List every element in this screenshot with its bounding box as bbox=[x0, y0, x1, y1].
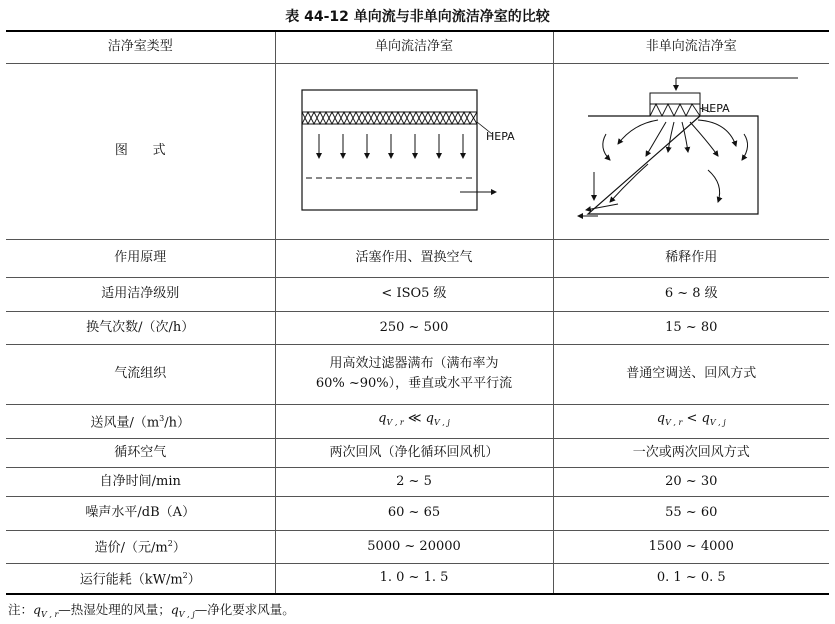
non-unidirectional-value: 0. 1 ~ 0. 5 bbox=[553, 563, 829, 594]
table-row bbox=[6, 467, 829, 496]
unidirectional-value: 1. 0 ~ 1. 5 bbox=[275, 563, 553, 594]
row-label: 自净时间/min bbox=[6, 467, 275, 496]
non-unidirectional-value: 15 ~ 80 bbox=[553, 311, 829, 344]
table-row bbox=[6, 530, 829, 563]
table-row bbox=[6, 344, 829, 404]
table-row bbox=[6, 277, 829, 311]
row-label: 造价/（元$/m^2$） bbox=[6, 530, 275, 563]
unidirectional-value-line: 60% ~90%），垂直或水平平行流 bbox=[315, 376, 513, 391]
row-label: 循环空气 bbox=[6, 438, 275, 467]
unidirectional-diagram-cell bbox=[275, 63, 553, 239]
header-row bbox=[6, 31, 829, 63]
diagram-label: 图 式 bbox=[6, 63, 275, 239]
table-row bbox=[6, 438, 829, 467]
comparison-table bbox=[6, 30, 829, 595]
table-title: 表 44-12 单向流与非单向流洁净室的比较 bbox=[285, 9, 550, 25]
non-unidirectional-value: 稀释作用 bbox=[553, 239, 829, 277]
unidirectional-value: $q_{V , r}$ ≪ $q_{V , j}$ bbox=[275, 404, 553, 438]
unidirectional-hepa-label: HEPA bbox=[486, 129, 515, 143]
row-label: 气流组织 bbox=[6, 344, 275, 404]
non-unidirectional-value: 一次或两次回风方式 bbox=[553, 438, 829, 467]
header-type: 洁净室类型 bbox=[6, 31, 275, 63]
non-unidirectional-hepa-label: HEPA bbox=[700, 101, 730, 115]
row-label: 送风量$/(m^3/h)$ bbox=[6, 404, 275, 438]
table-row bbox=[6, 311, 829, 344]
unidirectional-value-line: 用高效过滤器满布（满布率为 bbox=[329, 356, 499, 371]
unidirectional-value: < ISO5 级 bbox=[275, 277, 553, 311]
table-row bbox=[6, 239, 829, 277]
non-unidirectional-value: 普通空调送、回风方式 bbox=[553, 344, 829, 404]
non-unidirectional-value: 1500 ~ 4000 bbox=[553, 530, 829, 563]
non-unidirectional-value: 20 ~ 30 bbox=[553, 467, 829, 496]
non-unidirectional-diagram-cell bbox=[553, 63, 829, 239]
header-unidirectional: 单向流洁净室 bbox=[275, 31, 553, 63]
unidirectional-flow-diagram bbox=[280, 64, 548, 232]
unidirectional-value: 5000 ~ 20000 bbox=[275, 530, 553, 563]
unidirectional-value bbox=[275, 344, 553, 404]
row-label: 作用原理 bbox=[6, 239, 275, 277]
table-footnote: 注：$q_{V , r}—$热湿处理的风量；$q_{V , j}—$净化要求风量。 bbox=[8, 602, 295, 619]
unidirectional-value: 60 ~ 65 bbox=[275, 496, 553, 530]
row-label: 运行能耗$(kW/m^2)$ bbox=[6, 563, 275, 594]
non-unidirectional-value: 55 ~ 60 bbox=[553, 496, 829, 530]
header-non-unidirectional: 非单向流洁净室 bbox=[553, 31, 829, 63]
table-row bbox=[6, 496, 829, 530]
row-label: 适用洁净级别 bbox=[6, 277, 275, 311]
row-label: 噪声水平/dB（A） bbox=[6, 496, 275, 530]
diagram-row bbox=[6, 63, 829, 239]
row-label: 换气次数/（次/h） bbox=[6, 311, 275, 344]
unidirectional-value: 两次回风（净化循环回风机） bbox=[275, 438, 553, 467]
table-row bbox=[6, 563, 829, 594]
unidirectional-value: 2 ~ 5 bbox=[275, 467, 553, 496]
non-unidirectional-flow-diagram bbox=[558, 64, 826, 232]
non-unidirectional-value: 6 ~ 8 级 bbox=[553, 277, 829, 311]
unidirectional-value: 活塞作用、置换空气 bbox=[275, 239, 553, 277]
unidirectional-value: 250 ~ 500 bbox=[275, 311, 553, 344]
table-row bbox=[6, 404, 829, 438]
non-unidirectional-value: $q_{V , r} < q_{V , j}$ bbox=[553, 404, 829, 438]
